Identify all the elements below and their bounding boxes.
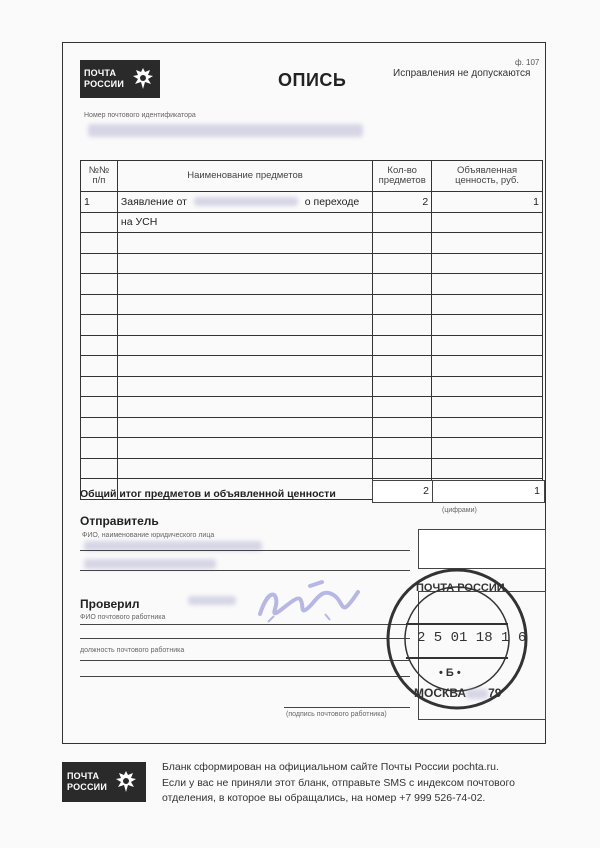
col-value-header: Объявленная ценность, руб. (432, 161, 543, 192)
table-row (81, 417, 543, 438)
col-qty-header: Кол-во предметов (373, 161, 432, 192)
table-row (81, 233, 543, 254)
table-row (81, 274, 543, 295)
table-header-row (81, 161, 543, 192)
footer-notice: Бланк сформирован на официальном сайте Почты России pochta.ru. Если у вас не приняли этот бланк, отправьте SMS с индексом почтового отделения, в которое вы обращались, на номер +7 999 526-74-02. (162, 761, 515, 804)
stamp-city: МОСКВА 79 (414, 686, 502, 700)
tracking-label: Номер почтового идентификатора (84, 112, 196, 119)
row-num: 1 (81, 192, 118, 213)
table-row (81, 315, 543, 336)
eagle-emblem-icon (111, 767, 141, 797)
table-row (81, 294, 543, 315)
col-num-header: №№ п/п (81, 161, 118, 192)
table-row (81, 397, 543, 418)
total-qty-box (372, 480, 434, 503)
row-name: Заявление от о переходе (117, 192, 372, 213)
row-qty (373, 212, 432, 233)
sender-signature-box (418, 529, 546, 569)
worker-position-label: должность почтового работника (80, 647, 185, 654)
sender-label: Отправитель (80, 514, 159, 528)
table-row (81, 356, 543, 377)
checked-label: Проверил (80, 597, 140, 611)
total-label: Общий итог предметов и объявленной ценности (80, 488, 336, 500)
worker-name-redacted (188, 596, 236, 605)
row-num (81, 212, 118, 233)
total-value: 1 (534, 485, 540, 497)
worker-name-label: ФИО почтового работника (80, 614, 166, 621)
table-row (81, 376, 543, 397)
table-row (81, 212, 543, 233)
eagle-emblem-icon (128, 64, 158, 94)
total-value-box (432, 480, 545, 503)
tracking-number-redacted (88, 124, 363, 137)
stamp-date: 2 5 01 18 1 6 (417, 630, 527, 646)
digits-note: (цифрами) (442, 507, 477, 514)
table-row (81, 458, 543, 479)
corrections-note: Исправления не допускаются (393, 68, 531, 79)
table-row (81, 192, 543, 213)
row-value: 1 (432, 192, 543, 213)
sender-sub-label: ФИО, наименование юридического лица (82, 532, 215, 539)
row-value (432, 212, 543, 233)
table-row (81, 335, 543, 356)
handwritten-signature (240, 574, 380, 630)
row-name: на УСН (117, 212, 372, 233)
table-row (81, 253, 543, 274)
inventory-table (80, 160, 543, 500)
row-qty: 2 (373, 192, 432, 213)
postal-stamp (384, 566, 530, 712)
stamp-top-text: ПОЧТА РОССИИ (416, 582, 505, 594)
page-title: ОПИСЬ (278, 70, 347, 90)
stamp-letter: • Б • (439, 667, 461, 679)
col-name-header: Наименование предметов (117, 161, 372, 192)
signature-label: (подпись почтового работника) (286, 711, 387, 718)
russian-post-logo-footer: ПОЧТА РОССИИ (62, 762, 146, 802)
table-row (81, 438, 543, 459)
total-qty: 2 (423, 485, 429, 497)
sender-address-redacted (84, 559, 216, 569)
form-code: ф. 107 (515, 58, 540, 67)
russian-post-logo: ПОЧТА РОССИИ (80, 60, 160, 98)
